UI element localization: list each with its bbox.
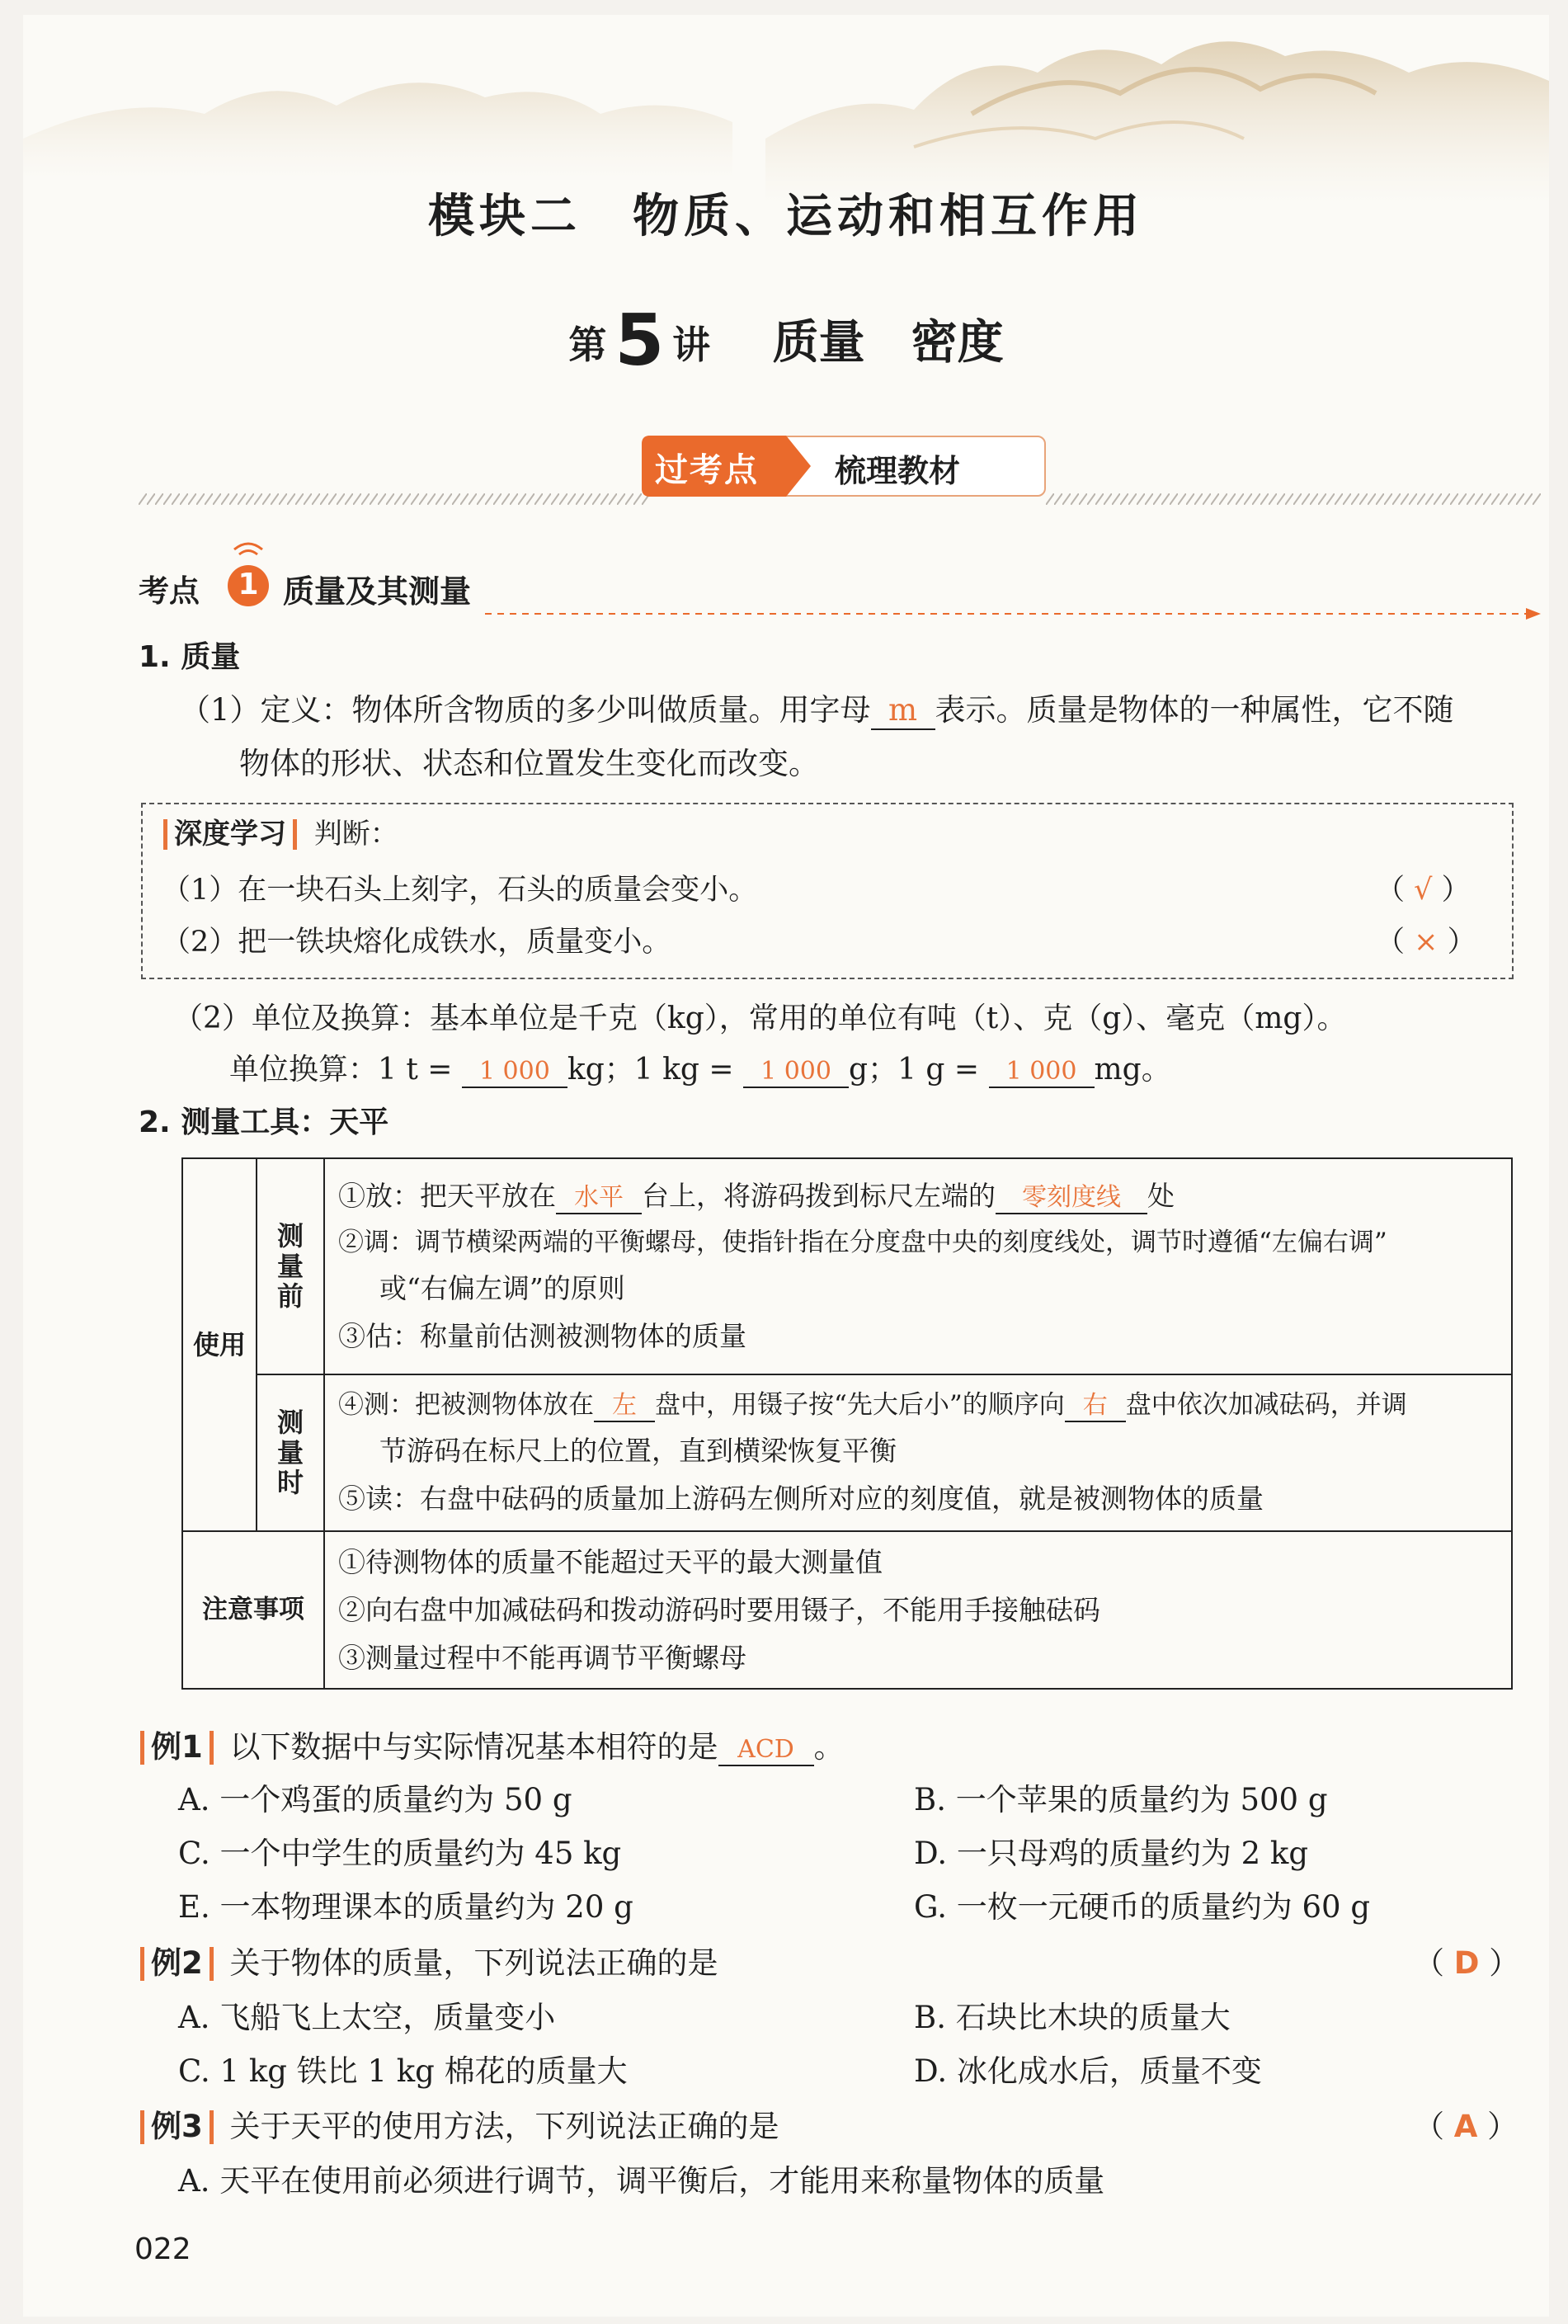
definition-text-b: 表示。质量是物体的一种属性，它不随 [935,692,1454,728]
step-read: ⑤读：右盘中砝码的质量加上游码左侧所对应的刻度值，就是被测物体的质量 [338,1483,1264,1516]
step-measure-text-a: ④测：把被测物体放在 [338,1390,594,1421]
example1-option-g: G. 一枚一元硬币的质量约为 60 g [914,1889,1371,1925]
example1-option-c: C. 一个中学生的质量约为 45 kg [178,1836,622,1871]
answer-kg-to-g: 1 000 [743,1058,849,1088]
balance-usage-table [181,1157,1513,1690]
answer-left-pan: 左 [594,1392,655,1422]
example1-option-e: E. 一本物理课本的质量约为 20 g [178,1889,633,1925]
definition-line [180,687,1454,733]
example2-option-d: D. 冰化成水后，质量不变 [914,2053,1262,2089]
notes-cell [324,1531,1512,1689]
table-notes-label: 注意事项 [182,1531,324,1689]
step-place-text-c: 处 [1147,1180,1175,1213]
answer-t-to-kg: 1 000 [462,1058,567,1088]
section-badge [642,436,1046,497]
answer-right-pan: 右 [1065,1392,1126,1422]
page-number: 022 [134,2232,191,2266]
section1-heading: 1. 质量 [139,640,241,674]
answer-zero-line: 零刻度线 [996,1184,1147,1214]
table-before-label [257,1158,324,1374]
step-adjust-cont: 或“右偏左调”的原则 [379,1272,625,1305]
lecture-topic: 质量 密度 [772,316,1004,370]
units-line: （2）单位及换算：基本单位是千克（kg），常用的单位有吨（t）、克（g）、毫克（mg）。 [173,1002,1347,1035]
judge-item-2: （2）把一铁块熔化成铁水，质量变小。 [162,926,671,959]
before-label-text: 测量前 [276,1219,304,1313]
step-measure-text-c: 盘中依次加减砝码，并调 [1125,1390,1407,1421]
note-2: ②向右盘中加减砝码和拨动游码时要用镊子，不能用手接触砝码 [338,1593,1100,1626]
example2-option-b: B. 石块比木块的质量大 [914,2000,1231,2035]
example3-option-a: A. 天平在使用前必须进行调节，调平衡后，才能用来称量物体的质量 [178,2163,1105,2199]
answer-horizontal: 水平 [556,1184,642,1214]
badge-right-label: 梳理教材 [835,453,961,489]
step-measure-cont: 节游码在标尺上的位置，直到横梁恢复平衡 [379,1435,897,1468]
example3-stem [140,2104,779,2150]
note-1: ①待测物体的质量不能超过天平的最大测量值 [338,1546,883,1578]
step-measure-text-b: 盘中，用镊子按“先大后小”的顺序向 [655,1390,1065,1421]
kaodian-label: 考点 [139,573,200,609]
judge-answer-1: （ √ ） [1376,874,1471,907]
note-3: ③测量过程中不能再调节平衡螺母 [338,1641,746,1674]
step-place-text-a: ①放：把天平放在 [338,1180,556,1213]
judge-answer-2: （ × ） [1376,926,1476,959]
deep-learning-tag: 深度学习 [163,819,297,850]
during-label-text: 测量时 [276,1406,304,1499]
example2-option-a: A. 飞船飞上太空，质量变小 [178,2000,556,2035]
example3-question: 关于天平的使用方法，下列说法正确的是 [229,2109,779,2144]
lecture-suffix: 讲 [672,323,711,367]
conversion-text-2: g；1 g = [849,1053,980,1087]
lecture-title [23,299,1549,382]
step-measure [338,1383,1498,1427]
lecture-number: 5 [614,299,665,382]
module-title: 模块二 物质、运动和相互作用 [428,190,1144,243]
deep-learning-prompt: 判断： [313,818,398,851]
judge-item-1: （1）在一块石头上刻字，石头的质量会变小。 [162,874,758,907]
example2-tag: 例2 [140,1947,214,1981]
example1-answer: ACD [718,1736,814,1766]
example3-tag: 例3 [140,2110,214,2144]
example3-answer-bracket: （ A ） [1414,2109,1519,2144]
table-use-label: 使用 [182,1158,257,1531]
unit-conversion-line [229,1048,1171,1092]
example3-answer: A [1453,2109,1478,2144]
answer-g-to-mg: 1 000 [989,1058,1095,1088]
lecture-prefix: 第 [568,323,607,367]
table-during-label [257,1374,324,1531]
example1-option-d: D. 一只母鸡的质量约为 2 kg [914,1836,1309,1871]
deep-learning-header [163,813,398,856]
answer-symbol: m [871,693,935,730]
example2-answer: D [1453,1945,1480,1981]
answer-check: √ [1414,874,1433,907]
answer-cross: × [1414,926,1439,959]
kaodian-dashed-arrow [485,606,1549,622]
step-place [338,1172,1498,1220]
kaodian-title: 质量及其测量 [283,573,472,610]
definition-line-2: 物体的形状、状态和位置发生变化而改变。 [239,746,819,781]
conversion-text-1: kg；1 kg = [567,1053,734,1087]
kaodian-number: 1 [238,568,259,601]
example2-answer-bracket: （ D ） [1414,1945,1520,1981]
example1-end: 。 [813,1729,845,1765]
before-steps-cell [324,1158,1512,1374]
step-adjust: ②调：调节横梁两端的平衡螺母，使指针指在分度盘中央的刻度线处，调节时遵循“左偏右调” [338,1228,1387,1257]
step-place-text-b: 台上，将游码拨到标尺左端的 [642,1180,996,1213]
example1-question: 以下数据中与实际情况基本相符的是 [229,1729,718,1765]
example2-question: 关于物体的质量，下列说法正确的是 [229,1945,718,1981]
example2-stem [140,1940,718,1987]
example1-option-a: A. 一个鸡蛋的质量约为 50 g [178,1782,572,1817]
example1-option-b: B. 一个苹果的质量约为 500 g [914,1782,1328,1817]
page [23,15,1549,2317]
example2-option-c: C. 1 kg 铁比 1 kg 棉花的质量大 [178,2053,628,2089]
badge-left-label: 过考点 [655,451,759,489]
section2-heading: 2. 测量工具：天平 [139,1105,389,1139]
during-steps-cell [324,1374,1512,1531]
example1-tag: 例1 [140,1731,214,1765]
example1-stem [140,1724,845,1770]
definition-text-a: （1）定义：物体所含物质的多少叫做质量。用字母 [180,692,871,728]
conversion-text-3: mg。 [1094,1053,1171,1087]
conversion-label: 单位换算：1 t = [229,1053,453,1087]
step-estimate: ③估：称量前估测被测物体的质量 [338,1320,746,1352]
